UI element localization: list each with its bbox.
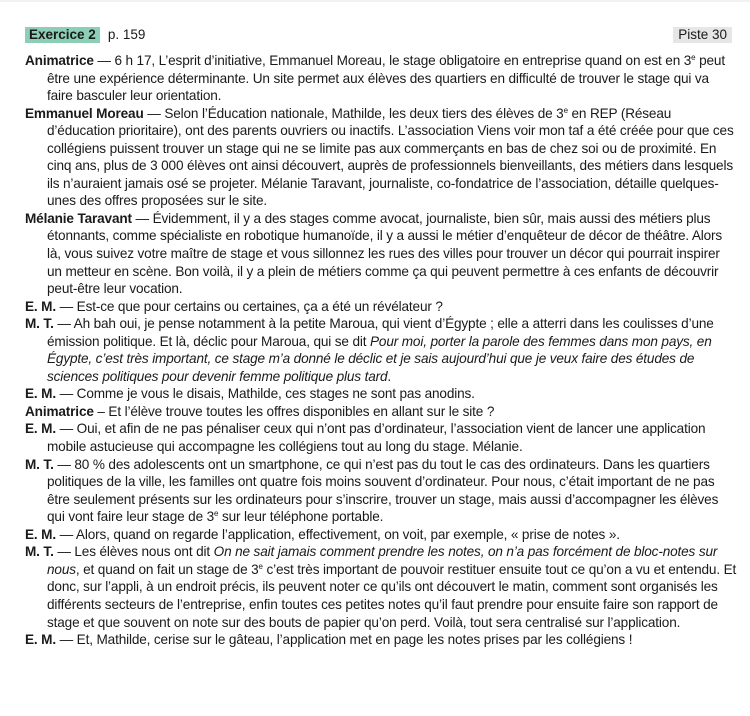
speaker-name: E. M.	[25, 526, 56, 542]
transcript-entry	[25, 543, 737, 631]
transcript-entry	[25, 298, 737, 316]
transcript-entry	[25, 52, 737, 105]
dialogue-text: peut être une expérience déterminante. Un site permet aux élèves des quartiers en difficulté de trouver le stage qui va faire basculer leur orientation.	[47, 53, 725, 104]
speaker-name: Emmanuel Moreau	[25, 105, 144, 121]
transcript-entry	[25, 456, 737, 526]
audio-track-badge: Piste 30	[673, 27, 732, 43]
page-reference: p. 159	[107, 26, 146, 42]
dialogue-text: — Selon l’Éducation nationale, Mathilde, les deux tiers des élèves de 3	[143, 105, 564, 121]
speaker-name: M. T.	[25, 544, 54, 560]
dialogue-text: — Ah bah oui, je pense notamment à la petite Maroua, qui vient d’Égypte ; elle a atterri dans les coulisses d’une émission politique. Et là, déclic pour Maroua, qui se dit	[47, 316, 714, 349]
speaker-name: E. M.	[25, 632, 56, 648]
dialogue-text: — Et, Mathilde, cerise sur le gâteau, l’application met en page les notes prises par les collégiens !	[55, 632, 633, 648]
exercise-info	[25, 27, 145, 43]
dialogue-text: , et quand on fait un stage de 3	[75, 561, 259, 577]
dialogue-text: — 6 h 17, L’esprit d’initiative, Emmanuel Moreau, le stage obligatoire en entreprise quand on est en 3	[93, 53, 692, 68]
dialogue-text: sur leur téléphone portable.	[218, 509, 384, 525]
dialogue-text: — Oui, et afin de ne pas pénaliser ceux qui n’ont pas d’ordinateur, l’association vient de lancer une application mobile astucieuse qui accompagne les collégiens tout au long du stage. Mélanie.	[47, 421, 706, 455]
dialogue-text: — 80 % des adolescents ont un smartphone, ce qui n’est pas du tout le cas des ordinateurs. Dans les quartiers politiques de la ville, les familles ont quatre fois moins souvent d’ordinateur. Pour nous, c’était important de ne pas être seulement présents sur les ordinateurs pour s’inscrire, trouver un stage, mais aussi d’accompagner les élèves qui vont faire leur stage de 3	[47, 456, 719, 525]
dialogue-text: — Alors, quand on regarde l’application, effectivement, on voit, par exemple, « prise de notes ».	[55, 526, 620, 542]
dialogue-text: – Et l’élève trouve toutes les offres disponibles en allant sur le site ?	[93, 403, 495, 419]
dialogue-text: .	[387, 368, 392, 384]
speaker-name: Animatrice	[25, 403, 94, 419]
transcript-entry	[25, 403, 737, 421]
transcript-entry	[25, 631, 737, 649]
exercise-header	[25, 26, 732, 43]
transcript-entry	[25, 210, 737, 298]
transcript	[25, 52, 737, 649]
dialogue-text: c’est très important de pouvoir restituer ensuite tout ce qu’on a vu et entendu. Et donc, sur l’appli, à un endroit précis, ils peuvent noter ce qu’ils ont découvert le matin, comment sont organisés les différents secteurs de l’entreprise, enfin toutes ces petites notes qu’il faut prendre pour ensuite faire son rapport de stage et que souvent on note sur des bouts de papier qu’on perd. Voilà, tout sera centralisé sur l’application.	[47, 561, 737, 630]
transcript-entry	[25, 385, 737, 403]
speaker-name: E. M.	[25, 298, 56, 314]
speaker-name: M. T.	[25, 456, 54, 472]
dialogue-text: en REP (Réseau d’éducation prioritaire), ont des parents ouvriers ou inactifs. L’association Viens voir mon taf a été créée pour que ces collégiens puissent trouver un stage qui ne se limite pas aux commerçants en bas de chez soi ou de proximité. En cinq ans, plus de 3 000 élèves ont ainsi découvert, auprès de professionnels bienveillants, des métiers dans lesquels ils n’auraient jamais osé se projeter. Mélanie Taravant, journaliste, co-fondatrice de l’association, détaille quelques-unes des offres proposées sur le site.	[47, 105, 734, 209]
dialogue-text: — Les élèves nous ont dit	[53, 544, 214, 560]
speaker-name: M. T.	[25, 316, 54, 332]
speaker-name: E. M.	[25, 421, 56, 437]
transcript-entry	[25, 105, 737, 210]
speaker-name: Mélanie Taravant	[25, 210, 132, 226]
transcript-entry	[25, 420, 737, 455]
ordinal-superscript: e	[563, 105, 568, 115]
transcript-entry	[25, 526, 737, 544]
dialogue-text: — Est-ce que pour certains ou certaines, ça a été un révélateur ?	[55, 298, 443, 314]
speaker-name: Animatrice	[25, 53, 94, 68]
transcript-entry	[25, 315, 737, 385]
ordinal-superscript: e	[691, 53, 696, 62]
dialogue-text: — Comme je vous le disais, Mathilde, ces stages ne sont pas anodins.	[55, 386, 475, 402]
speaker-name: E. M.	[25, 386, 56, 402]
ordinal-superscript: e	[214, 509, 219, 519]
dialogue-text: — Évidemment, il y a des stages comme avocat, journaliste, bien sûr, mais aussi des métiers plus étonnants, comme spécialiste en robotique humanoïde, il y a aussi le métier d’enquêteur de décor de théâtre. Alors là, vous suivez votre maître de stage et vous sillonnez les rues des villes pour trouver un décor qui pourrait inspirer un metteur en scène. Bon voilà, il y a plein de métiers comme ça qui peuvent permettre à ces enfants de découvrir peut-être leur vocation.	[47, 210, 723, 297]
top-divider	[0, 0, 750, 2]
exercise-badge: Exercice 2	[25, 27, 100, 43]
quoted-speech: On ne sait jamais comment prendre les notes, on n’a pas forcément de bloc-notes sur nous	[47, 544, 718, 577]
ordinal-superscript: e	[258, 561, 263, 571]
quoted-speech: Pour moi, porter la parole des femmes dans mon pays, en Égypte, c’est très important, ce stage m’a donné le déclic et je sais aujourd’hui que je veux faire des études de sciences politiques pour devenir femme politique plus tard	[47, 333, 712, 384]
